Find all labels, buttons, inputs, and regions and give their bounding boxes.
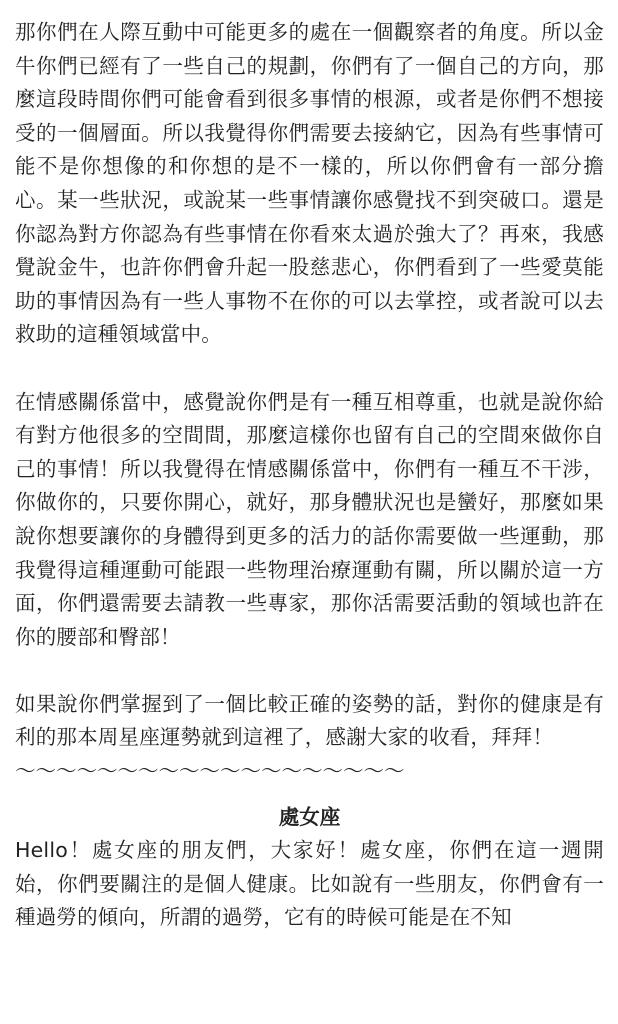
paragraph-virgo-intro: Hello！處女座的朋友們，大家好！處女座，你們在這一週開始，你們要關注的是個人健康。比如說有一些朋友，你們會有一種過勞的傾向，所謂的過勞，它有的時候可能是在不知 bbox=[15, 838, 604, 930]
paragraph-taurus-social: 那你們在人際互動中可能更多的處在一個觀察者的角度。所以金牛你們已經有了一些自己的規劃，你們有了一個自己的方向，那麼這段時間你們可能會看到很多事情的根源，或者是你們不想接受的一個層面。所以我覺得你們需要去接納它，因為有些事情可能不是你想像的和你想的是不一樣的，所以你們會有一部分擔心。某一些狀況，或說某一些事情讓你感覺找不到突破口。還是你認為對方你認為有些事情在你看來太過於強大了？再來，我感覺說金牛，也許你們會升起一股慈悲心，你們看到了一些愛莫能助的事情因為有一些人事物不在你的可以去掌控，或者說可以去救助的這種領域當中。 bbox=[15, 20, 604, 347]
paragraph-spacer bbox=[15, 654, 604, 688]
paragraph-taurus-relationship: 在情感關係當中，感覺說你們是有一種互相尊重，也就是說你給有對方他很多的空間間，那麼這樣你也留有自己的空間來做你自己的事情！所以我覺得在情感關係當中，你們有一種互不干涉，你做你的，只要你開心，就好，那身體狀況也是蠻好，那麼如果說你想要讓你的身體得到更多的活力的話你需要做一些運動，那我覺得這種運動可能跟一些物理治療運動有關，所以關於這一方面，你們還需要去請教一些專家，那你活需要活動的領域也許在你的腰部和臀部！ bbox=[15, 389, 604, 649]
section-title-virgo: 處女座 bbox=[278, 804, 341, 829]
section-divider: ～～～～～～～～～～～～～～～～～～～ bbox=[15, 759, 405, 784]
paragraph-taurus-closing: 如果說你們掌握到了一個比較正確的姿勢的話，對你的健康是有利的那本周星座運勢就到這裡了，感謝大家的收看，拜拜！ bbox=[15, 691, 604, 750]
paragraph-spacer bbox=[15, 352, 604, 386]
